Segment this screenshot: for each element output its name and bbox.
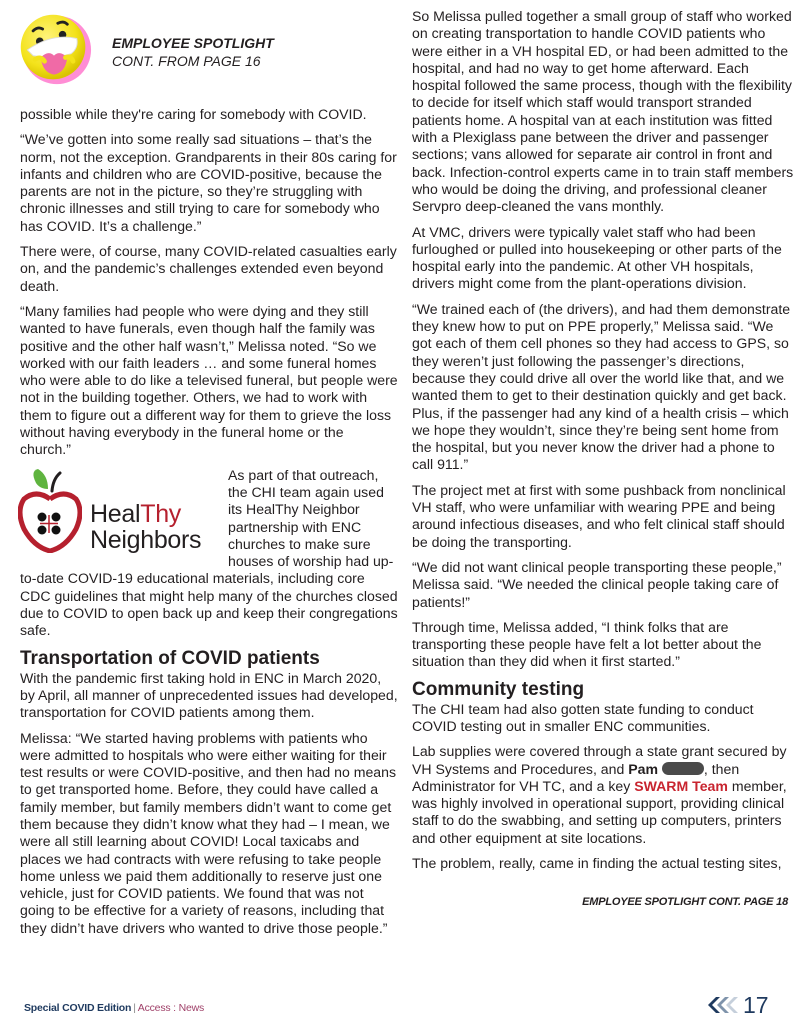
footer-separator: | — [133, 1002, 136, 1014]
paragraph: So Melissa pulled together a small group of staff who worked on creating transportation to handle COVID patients who were either in a VH hospital ED, or had been admitted to the hospital, and had no way to get home afterward. Each hospital followed the same process, though with the flexibility to decide for itself which staff would transport stranded patients home. A hospital van at each institution was fitted with a Plexiglass pane between the driver and passenger sections; vans allowed for separate air control in front and back. Infection-control experts came in to train staff members who would be doing the driving, and professional cleaner Servpro deep-cleaned the vans monthly. — [412, 8, 794, 215]
redacted-name-block — [662, 762, 704, 775]
page-number: 17 — [743, 992, 769, 1018]
spotlight-title: EMPLOYEE SPOTLIGHT — [112, 35, 274, 51]
logo-word-heal: Heal — [90, 499, 141, 528]
paragraph: Through time, Melissa added, “I think folks that are transporting these people have felt a lot better about the situation than they did when it first started.” — [412, 618, 762, 670]
spotlight-continued-from: CONT. FROM PAGE 16 — [112, 53, 261, 69]
paragraph: The project met at first with some pushback from nonclinical VH staff, who were unfamiliar with wearing PPE and being around infectious diseases, and who felt clinical staff should be doing the transporting. — [412, 481, 786, 550]
person-name: Pam — [628, 760, 658, 777]
paragraph: As part of that outreach, the CHI team again used its HealThy Neighbor partnership with ENC churches to make sure houses of worship had up-to-date COVID-19 educational materials, including core CDC guidelines that might help many of the churches closed due to COVID to open back up and keep their congregations safe. — [20, 466, 398, 639]
footer-publication — [24, 1002, 204, 1014]
logo-word-thy: Thy — [140, 499, 181, 528]
text-run: Lab supplies were covered through a state grant secured by VH Systems and Procedures, and — [412, 743, 787, 777]
paragraph: There were, of course, many COVID-related casualties early on, and the pandemic’s challenges extended even beyond death. — [20, 243, 397, 294]
left-column — [20, 0, 398, 945]
continued-on-link[interactable]: EMPLOYEE SPOTLIGHT CONT. PAGE 18 — [582, 896, 788, 909]
paragraph: The CHI team had also gotten state funding to conduct COVID testing out in smaller ENC communities. — [412, 700, 754, 734]
spotlight-heading — [112, 34, 274, 70]
paragraph — [412, 743, 796, 847]
paragraph: The problem, really, came in finding the actual testing sites, — [412, 855, 782, 872]
right-column — [412, 8, 796, 912]
healthy-neighbors-logo — [18, 469, 228, 569]
paragraph: possible while they're caring for somebody with COVID. — [20, 106, 367, 122]
text-run: , then Administrator for VH TC, and a key — [412, 760, 740, 794]
apple-logo-icon — [18, 469, 82, 553]
section-heading-transportation: Transportation of COVID patients — [20, 647, 320, 669]
paragraph: “We did not want clinical people transporting these people,” Melissa said. “We needed the clinical people taking care of patients!” — [412, 558, 782, 610]
paragraph: At VMC, drivers were typically valet staff who had been furloughed or pulled into housekeeping or other parts of the hospital early into the pandemic. At other VH hospitals, drivers might come from the plant-operations division. — [412, 223, 782, 292]
footer-publication-name: Access : News — [137, 1002, 205, 1014]
swarm-team-highlight: SWARM Team — [634, 777, 728, 794]
masked-face-emoji-icon — [16, 10, 92, 86]
paragraph: With the pandemic first taking hold in ENC in March 2020, by April, all manner of unprecedented issues had developed, transportation for COVID patients among them. — [20, 669, 398, 721]
paragraph: Melissa: “We started having problems with patients who were admitted to hospitals who were either waiting for their test results or were COVID-positive, and then had no means to get transported home. Before, they could have called a family member, but family members didn’t want to come get them because they didn’t know what they had – I mean, we were all still learning about COVID! Local taxicabs and places we had contracts with were refusing to take people home unless we paid them additionally to reserve just one vehicle, just for COVID patients. We found that was not going to be effective for a variety of reasons, including that they didn’t have drivers who wanted to drive those people.” — [20, 729, 397, 936]
spotlight-header — [20, 0, 398, 96]
paragraph: “We trained each of (the drivers), and had them demonstrate they knew how to put on PPE properly,” Melissa said. “We got each of them cell phones so they had access to GPS, so they weren’t just following the passenger’s directions, because they could drive all over the world like that, and we wanted them to get to their destination quickly and get back. Plus, if the passenger had any kind of a health crisis – which we hope they wouldn’t, since they’re being sent home from the hospital, but you never know the driver had a phone to call 911.” — [412, 300, 791, 473]
text-run: member, was highly involved in operational support, providing clinical staff to do the swabbing, and setting up computers, printers and other equipment at site locations. — [412, 777, 787, 846]
logo-wordmark — [90, 501, 201, 553]
section-heading-community-testing: Community testing — [412, 678, 585, 700]
triple-chevron-left-icon — [706, 995, 740, 1015]
footer-edition: Special COVID Edition — [24, 1002, 132, 1014]
paragraph: “Many families had people who were dying and they still wanted to have funerals, even though half the family was positive and the other half wasn’t,” Melissa noted. “So we worked with our faith leaders … and some funeral homes who were able to do like a televised funeral, but people were not in the building together. Others, we had to work with them to figure out a different way for them to grieve the loss without having everybody in the funeral home or the church.” — [20, 302, 398, 458]
paragraph: “We’ve gotten into some really sad situations – that’s the norm, not the exception. Grandparents in their 80s caring for infants and children who are COVID-positive, because the parents are not in the picture, so they’re struggling with chronic illnesses and still trying to care for somebody who has COVID. It’s a challenge.” — [20, 131, 397, 234]
page-number-block — [706, 993, 769, 1017]
logo-word-neighbors: Neighbors — [90, 525, 202, 554]
